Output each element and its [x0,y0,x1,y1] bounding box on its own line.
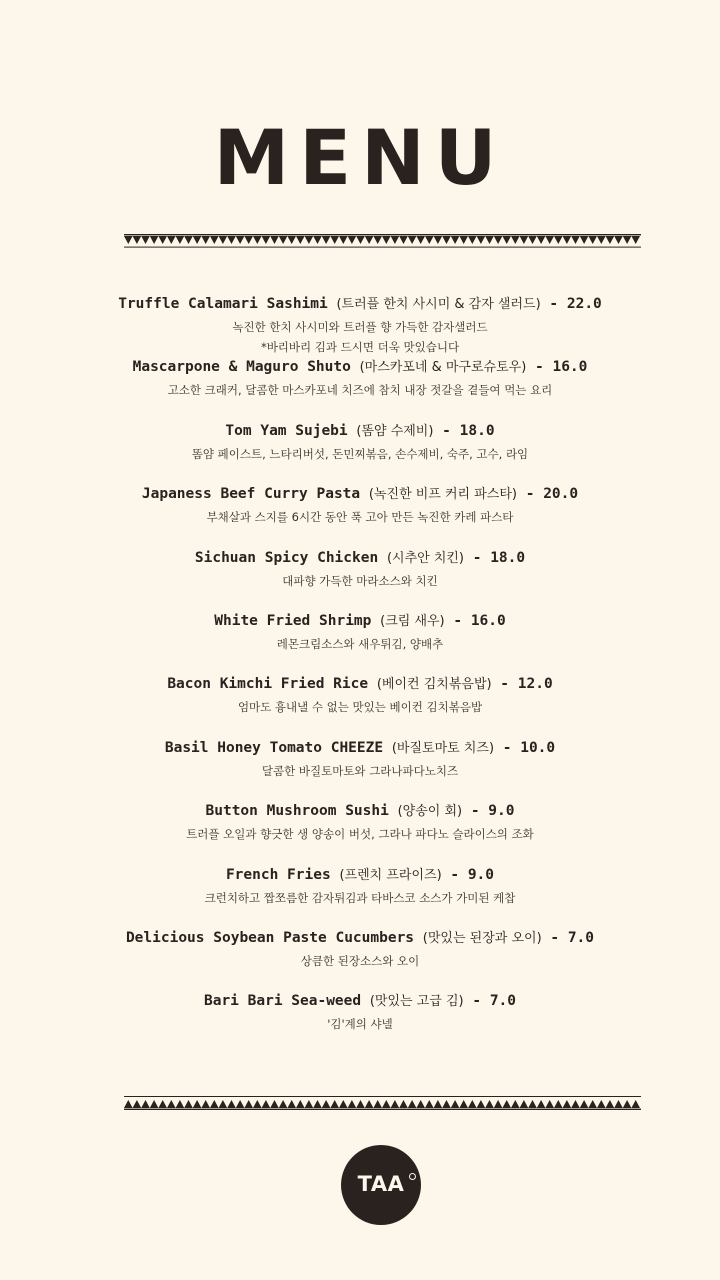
menu-item-korean-name: (트러플 한치 사시미 & 감자 샐러드) [336,297,541,312]
menu-item-english-name: Delicious Soybean Paste Cucumbers [125,929,423,946]
menu-item-price: - 9.0 [441,866,495,883]
menu-item-name [60,863,660,888]
menu-item-name [60,926,660,951]
menu-item-description: 트러플 오일과 향긋한 생 양송이 버섯, 그라나 파다노 슬라이스의 조화 [186,827,534,842]
menu-item-korean-name: (녹진한 비프 커리 파스타) [368,487,517,503]
menu-item-english-name: Japaness Beef Curry Pasta [141,486,369,503]
menu-item [60,482,660,545]
menu-item-description: '김'계의 샤넬 [327,1017,393,1032]
menu-item [60,926,660,989]
menu-item-description: *바리바리 김과 드시면 더욱 맛있습니다 [260,340,460,354]
menu-item-price: - 16.0 [444,612,506,629]
menu-item-korean-name: (시추안 치킨) [386,550,465,566]
menu-item-name [60,799,660,824]
menu-item [60,799,660,862]
menu-item [60,355,660,418]
menu-item-korean-name: (프렌치 프라이즈) [339,867,442,883]
menu-item-description: 녹진한 한치 사시미와 트러플 향 가득한 감자샐러드 [232,320,488,334]
menu-item-price: - 18.0 [464,549,526,566]
menu-item-korean-name: (마스카포네 & 마구로슈토우) [359,360,527,376]
menu-item-description: 레몬크림소스와 새우튀김, 양배추 [276,636,444,651]
menu-item-korean-name: (바질토마토 치즈) [391,740,495,756]
menu-item-korean-name: (양송이 회) [397,804,463,820]
bottom-zigzag-divider [124,1096,641,1110]
menu-item-description: 엄마도 흉내낼 수 없는 맛있는 베이컨 김치볶음밥 [237,700,483,715]
menu-item-english-name: White Fried Shrimp [214,612,381,629]
menu-item [60,672,660,735]
top-zigzag-divider [124,234,641,248]
menu-item-english-name: Basil Honey Tomato CHEEZE [164,739,392,756]
menu-item-name [60,355,660,380]
menu-item-price: - 18.0 [433,422,495,439]
menu-item-english-name: Tom Yam Sujebi [225,422,357,439]
menu-item [60,863,660,926]
menu-item-name [60,672,660,697]
menu-item-price: - 16.0 [526,359,588,376]
menu-item-price: - 12.0 [491,676,553,693]
menu-item-korean-name: (크림 새우) [380,613,445,629]
menu-item-description: 크런치하고 짭쪼름한 감자튀김과 타바스코 소스가 가미된 케찹 [204,890,516,905]
menu-item-english-name: Mascarpone & Maguro Shuto [132,359,360,376]
menu-item-description: 똠얌 페이스트, 느타리버섯, 돈민찌볶음, 손수제비, 숙주, 고수, 라임 [191,446,529,461]
menu-item-description: 고소한 크래커, 달콤한 마스카포네 치즈에 참치 내장 젓갈을 곁들여 먹는 요리 [167,383,553,398]
menu-item-korean-name: (베이컨 김치볶음밥) [376,677,492,693]
menu-item-description: 대파향 가득한 마라소스와 치킨 [282,573,438,588]
menu-item-name [60,546,660,571]
menu-title: MENU [213,113,507,202]
menu-item [60,419,660,482]
logo-degree-mark [409,1173,416,1180]
menu-item-korean-name: (맛있는 된장과 오이) [422,930,542,946]
menu-item-english-name: Bari Bari Sea-weed [203,993,370,1010]
menu-item-price: - 7.0 [541,929,595,946]
menu-item-english-name: French Fries [225,866,340,883]
menu-item [60,546,660,609]
menu-item-english-name: Sichuan Spicy Chicken [194,549,387,566]
menu-item [60,736,660,799]
menu-item-name [60,989,660,1014]
menu-item-description: 부채살과 스지를 6시간 동안 푹 고아 만든 녹진한 카레 파스타 [206,510,514,525]
menu-item [60,609,660,672]
menu-item-description: 상큼한 된장소스와 오이 [300,953,420,968]
taa-logo [341,1145,421,1225]
menu-item-name [60,292,660,317]
menu-list [60,292,660,1053]
menu-item-english-name: Bacon Kimchi Fried Rice [167,676,377,693]
menu-item-english-name: Button Mushroom Sushi [205,803,398,820]
logo-text: TAA [357,1172,405,1196]
menu-item-price: - 9.0 [462,803,515,820]
menu-item-price: - 7.0 [463,993,517,1010]
menu-item [60,989,660,1052]
menu-item [60,292,660,355]
menu-item-name [60,482,660,507]
menu-item-description: 달콤한 바질토마토와 그라나파다노치즈 [261,763,459,778]
menu-item-price: - 20.0 [517,486,579,503]
menu-item-name [60,736,660,761]
menu-item-name [60,609,660,634]
menu-item-english-name: Truffle Calamari Sashimi [118,296,337,312]
menu-item-name [60,419,660,444]
menu-item-korean-name: (맛있는 고급 김) [369,994,464,1010]
menu-item-price: - 10.0 [494,739,556,756]
menu-item-korean-name: (똠얌 수제비) [356,423,434,439]
menu-item-price: - 22.0 [540,296,602,312]
